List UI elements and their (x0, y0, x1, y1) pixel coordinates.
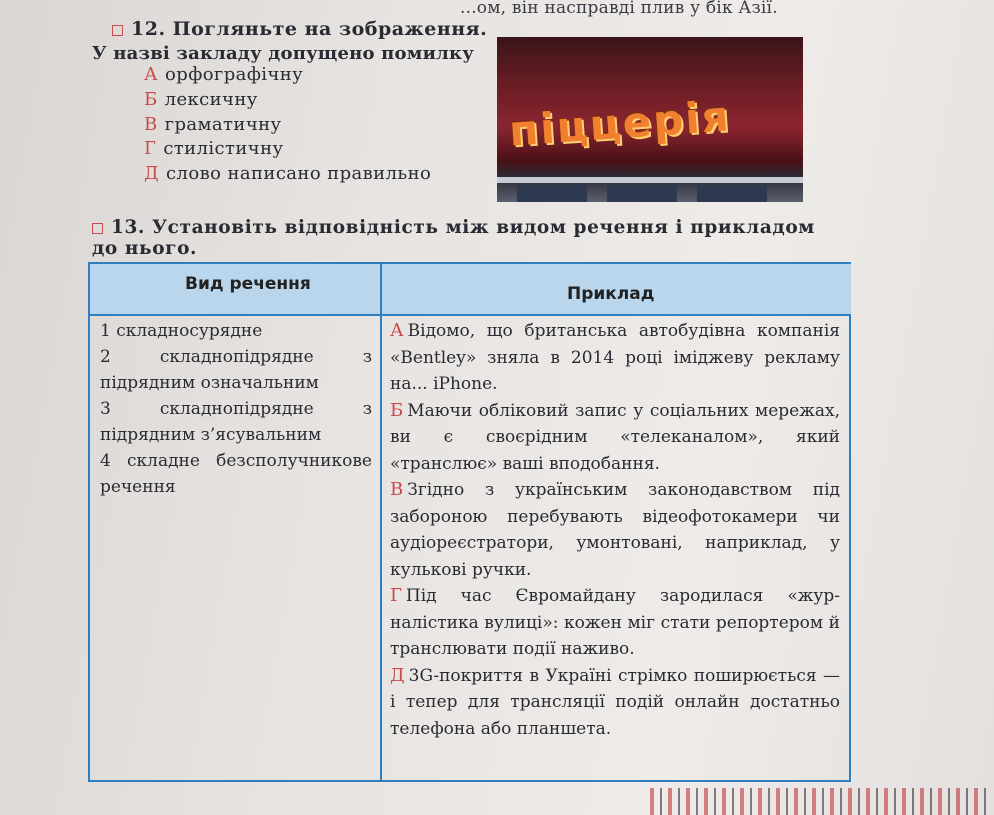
option-letter: Б (144, 89, 158, 110)
q12-option-d[interactable] (144, 138, 283, 159)
examples-column (390, 318, 840, 742)
example-letter: Г (390, 585, 402, 606)
table-header-right (380, 264, 851, 314)
table-divider (90, 314, 849, 316)
example-letter: В (390, 479, 404, 500)
checkbox-square-icon (112, 25, 123, 36)
example-item (390, 318, 840, 398)
sentence-type-item: 4 складне безсполучникове речення (100, 451, 372, 497)
example-letter: Д (390, 664, 405, 686)
example-text: Згідно з українським законодавством під забороною перебувають відеофотокамери чи аудіореєстратори, умонтовані, наприклад, у кулькові ручки. (390, 480, 840, 580)
option-text: слово написано правильно (166, 163, 432, 184)
storefront-stripe (497, 177, 803, 183)
question-12-title-text: 12. Погляньте на зображення. (131, 18, 488, 40)
pizzeria-sign-text: піццерія (507, 91, 733, 156)
sentence-types-column (100, 318, 372, 500)
option-letter: Г (144, 138, 157, 159)
q12-option-c[interactable] (144, 114, 282, 135)
matching-table (88, 262, 851, 782)
option-letter: Д (144, 163, 160, 184)
option-text: лексичну (164, 89, 258, 110)
example-item (390, 398, 840, 478)
example-item (390, 477, 840, 583)
option-text: стилістичну (163, 138, 284, 159)
example-item (390, 663, 840, 743)
option-text: граматичну (164, 114, 282, 135)
sentence-type-item: 3 складнопідрядне з підрядним з’ясувальним (100, 399, 372, 445)
question-13-title-text: 13. Установіть відповідність між видом речення і прикладом до нього. (92, 217, 815, 259)
example-text: Відомо, що британська автобудівна компанія «Bentley» зняла в 2014 році іміджеву рекламу на... iPhone. (390, 321, 840, 394)
example-item (390, 583, 840, 663)
header-right-text: Приклад (567, 284, 655, 304)
option-letter: А (144, 64, 159, 85)
example-text: Під час Євромайдану зародилася «журналістика вулиці»: кожен міг стати репортером й транслювати події наживо. (390, 586, 840, 659)
option-letter: В (144, 114, 158, 135)
option-text: орфографічну (165, 64, 304, 85)
sentence-type-item: 2 складнопідрядне з підрядним означальним (100, 347, 372, 393)
window (517, 185, 587, 202)
previous-text-fragment: ...ом, він насправді плив у бік Азії. (460, 0, 778, 18)
question-12-subtitle: У назві закладу допущено помилку (92, 43, 474, 64)
table-header-left (90, 264, 380, 314)
example-letter: Б (390, 399, 404, 421)
window (697, 185, 767, 202)
header-left-text: Вид речення (185, 274, 311, 294)
question-13-title (92, 217, 822, 259)
question-12-title (112, 18, 487, 40)
example-text: Маючи обліковий запис у соціальних мережах, ви є своєрідним «телеканалом», який «транслює» ваші вподобання. (390, 400, 840, 474)
pizzeria-sign-photo (497, 37, 803, 202)
sentence-type-item: 1 складносурядне (100, 321, 263, 341)
window (607, 185, 677, 202)
checkbox-square-icon (92, 223, 103, 234)
q12-option-a[interactable] (144, 64, 303, 85)
example-letter: А (390, 320, 404, 341)
embroidery-ornament (650, 788, 990, 815)
q12-option-e[interactable] (144, 163, 431, 184)
table-column-divider (380, 314, 382, 780)
q12-option-b[interactable] (144, 89, 258, 110)
example-text: 3G-покриття в Україні стрімко поширюється — і тепер для трансляції подій онлайн достатньо телефона або планшета. (390, 665, 840, 739)
